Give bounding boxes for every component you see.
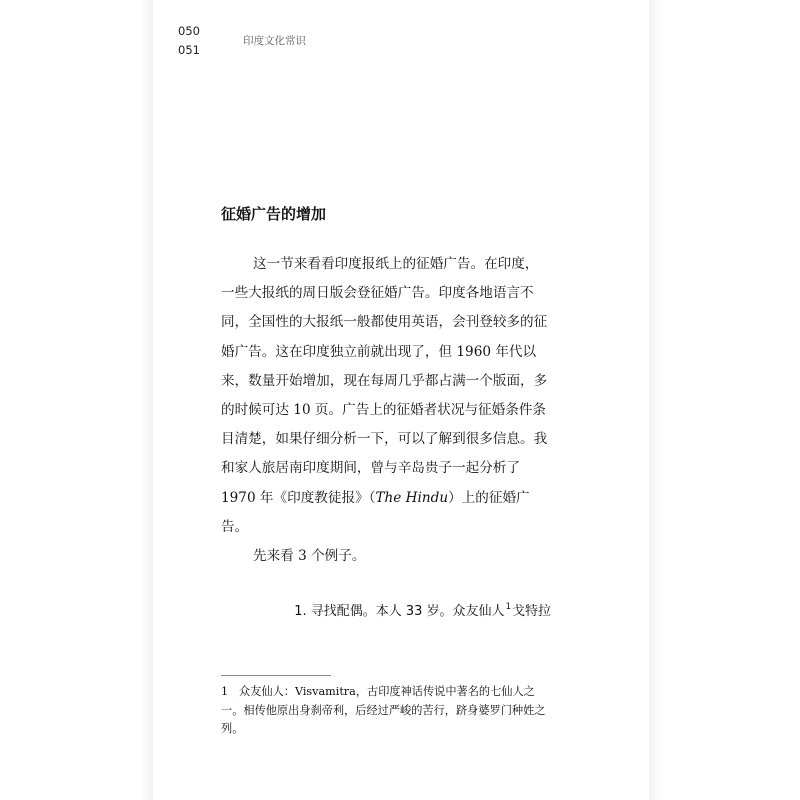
paragraph-text: 这一节来看看印度报纸上的征婚广告。在印度，一些大报纸的周日版会登征婚广告。印度各地语言不同，全国性的大报纸一般都使用英语，会刊登较多的征婚广告。这在印度独立前就出现了，但 1960 年代以来，数量开始增加，现在每周几乎都占满一个版面，多的时候可达 10 页。广告上的征婚者状况与征婚条件条目清楚，如果仔细分析一下，可以了解到很多信息。我和家人旅居南印度期间，曾与辛岛贵子一起分析了 1970 年《印度教徒报》（ — [221, 256, 548, 506]
page-number-right: 051 — [178, 43, 200, 57]
example-text: 1. 寻找配偶。本人 33 岁。众友仙人 — [294, 604, 505, 619]
section-heading: 征婚广告的增加 — [221, 205, 327, 223]
paragraph: 先来看 3 个例子。 — [253, 548, 366, 565]
page-shadow-left — [140, 0, 154, 800]
paragraph-text-end: ）上的征婚广告。 — [221, 489, 530, 535]
page-numbers — [178, 22, 200, 60]
footnote — [221, 683, 557, 739]
footnote-text: 众友仙人：Visvamitra，古印度神话传说中著名的七仙人之一。相传他原出身刹帝利，后经过严峻的苦行，跻身婆罗门种姓之列。 — [221, 685, 546, 735]
running-title: 印度文化常识 — [243, 35, 306, 47]
page-shadow-right — [648, 0, 662, 800]
footnote-divider — [221, 675, 331, 676]
book-page — [153, 0, 649, 800]
body-text — [221, 250, 551, 571]
page-number-left: 050 — [178, 24, 200, 38]
newspaper-name-italic: The Hindu — [375, 489, 449, 506]
paragraph — [221, 250, 551, 542]
example-ad-line — [284, 600, 551, 619]
footnote-number: 1 — [221, 685, 229, 698]
footnote-reference[interactable]: 1 — [505, 602, 511, 612]
example-text-end: 戈特拉 — [511, 604, 551, 619]
